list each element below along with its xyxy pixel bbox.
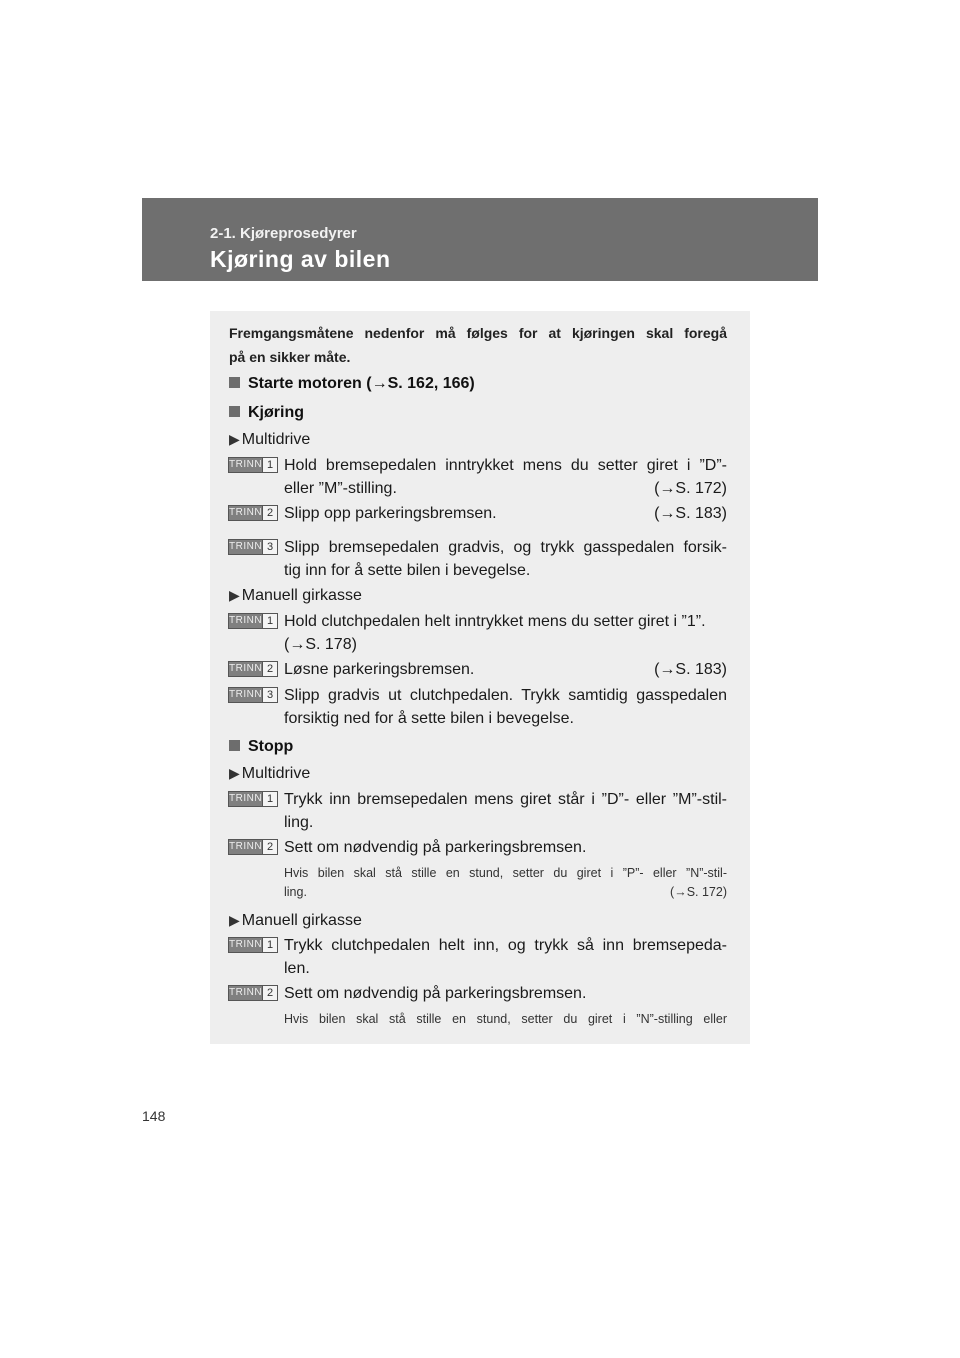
step-text: Hold clutchpedalen helt inntrykket mens du setter giret i ”1”. (→S. 178) (284, 613, 706, 653)
step-note: Hvis bilen skal stå stille en stund, setter du giret i ”P”- eller ”N”-stil- ling. (→S. 172) (284, 866, 727, 899)
triangle-bullet-icon: ▶ (229, 765, 240, 781)
step-badge: TRINN 2 (228, 985, 278, 1001)
step-text: Hold bremsepedalen inntrykket mens du setter giret i ”D”- eller ”M”-stilling. (→S. 172) (284, 457, 727, 497)
heading-start-engine: Starte motoren (→S. 162, 166) (229, 373, 475, 395)
triangle-bullet-icon: ▶ (229, 431, 240, 447)
triangle-bullet-icon: ▶ (229, 587, 240, 603)
intro-text: Fremgangsmåtene nedenfor må følges for at kjøringen skal foregå på en sikker måte. (229, 325, 727, 365)
step-badge: TRINN 3 (228, 539, 278, 555)
step-badge: TRINN 1 (228, 791, 278, 807)
step-text: Trykk inn bremsepedalen mens giret står i ”D”- eller ”M”-stil- ling. (284, 791, 727, 831)
step-text: Sett om nødvendig på parkeringsbremsen. (284, 985, 587, 1002)
arrow-icon: → (659, 480, 676, 497)
section-label: 2-1. Kjøreprosedyrer (210, 225, 357, 242)
heading-driving: Kjøring (229, 402, 304, 424)
square-bullet-icon (229, 377, 240, 388)
subheading-multidrive: ▶ Multidrive (229, 765, 311, 782)
step-badge: TRINN 1 (228, 613, 278, 629)
step-note: Hvis bilen skal stå stille en stund, setter du giret i ”N”-stilling eller (284, 1012, 727, 1026)
step-badge: TRINN 3 (228, 687, 278, 703)
subheading-manual: ▶ Manuell girkasse (229, 912, 362, 929)
step-text: Slipp bremsepedalen gradvis, og trykk gasspedalen forsik- tig inn for å sette bilen i bevegelse. (284, 539, 727, 579)
step-badge: TRINN 1 (228, 937, 278, 953)
subheading-multidrive: ▶ Multidrive (229, 431, 311, 448)
arrow-icon: → (674, 885, 687, 899)
page-number: 148 (142, 1108, 166, 1124)
step-text: Slipp gradvis ut clutchpedalen. Trykk samtidig gasspedalen forsiktig ned for å sette bilen i bevegelse. (284, 687, 727, 727)
arrow-icon: → (659, 505, 676, 522)
square-bullet-icon (229, 740, 240, 751)
step-badge: TRINN 2 (228, 661, 278, 677)
step-badge: TRINN 1 (228, 457, 278, 473)
triangle-bullet-icon: ▶ (229, 912, 240, 928)
arrow-icon: → (659, 661, 676, 678)
square-bullet-icon (229, 406, 240, 417)
step-text: Trykk clutchpedalen helt inn, og trykk så inn bremsepeda- len. (284, 937, 727, 977)
step-text: Løsne parkeringsbremsen. (→S. 183) (284, 661, 727, 678)
step-badge: TRINN 2 (228, 505, 278, 521)
page-title: Kjøring av bilen (210, 246, 391, 272)
chapter-header (142, 198, 818, 281)
arrow-icon: → (289, 636, 306, 653)
heading-stop: Stopp (229, 736, 293, 758)
step-text: Sett om nødvendig på parkeringsbremsen. (284, 839, 587, 856)
step-text: Slipp opp parkeringsbremsen. (→S. 183) (284, 505, 727, 522)
subheading-manual: ▶ Manuell girkasse (229, 587, 362, 604)
arrow-icon: → (371, 375, 388, 392)
step-badge: TRINN 2 (228, 839, 278, 855)
